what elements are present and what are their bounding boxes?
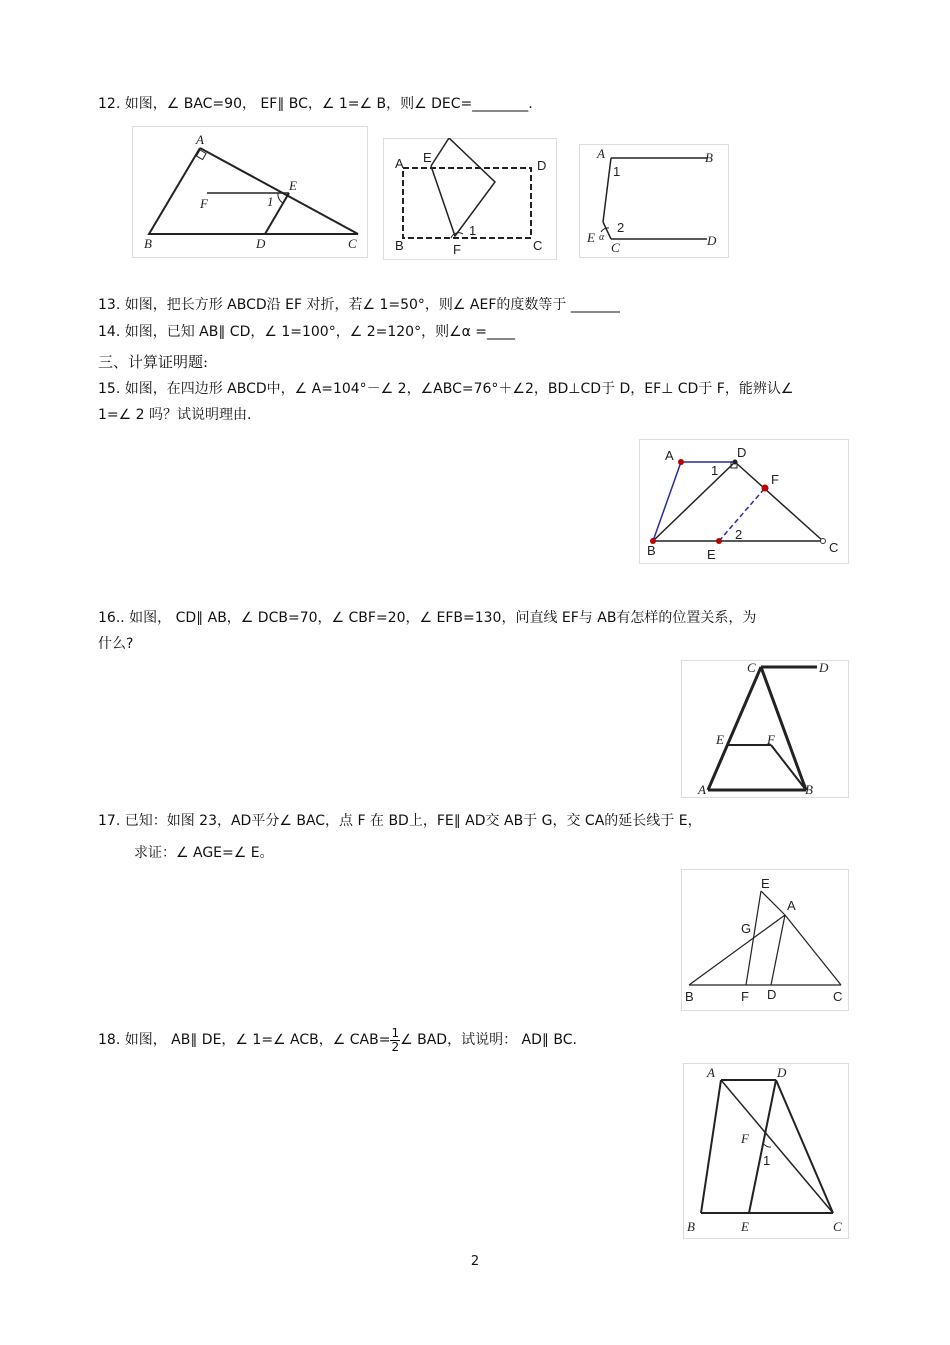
svg-text:B: B [705, 150, 713, 165]
svg-text:A: A [395, 156, 404, 171]
svg-text:A: A [707, 1065, 715, 1080]
figure-12 [132, 126, 368, 258]
svg-text:B: B [395, 238, 404, 253]
svg-text:D: D [819, 660, 829, 675]
svg-text:B: B [144, 236, 152, 251]
svg-text:E: E [289, 178, 297, 193]
page-number: 2 [470, 1254, 480, 1269]
question-15-line2: 1=∠ 2 吗？试说明理由. [98, 407, 252, 423]
figure-13 [383, 138, 557, 260]
svg-text:1: 1 [613, 164, 621, 179]
svg-text:B: B [687, 1219, 695, 1234]
svg-text:1: 1 [469, 223, 477, 238]
question-17-line1: 17. 已知：如图 23，AD平分∠ BAC，点 F 在 BD上，FE∥ AD交 AB于 G，交 CA的延长线于 E， [98, 813, 702, 829]
section-heading: 三、计算证明题: [98, 353, 209, 371]
figure-16 [681, 660, 849, 798]
question-17-line2: 求证：∠ AGE=∠ E。 [134, 845, 274, 861]
svg-text:C: C [833, 1219, 842, 1234]
svg-text:E: E [707, 547, 716, 562]
svg-text:B: B [805, 782, 813, 797]
question-18-pre: 18. 如图， AB∥ DE，∠ 1=∠ ACB，∠ CAB= [98, 1032, 391, 1048]
svg-text:F: F [771, 472, 779, 487]
svg-text:D: D [737, 445, 747, 460]
svg-text:E: E [716, 732, 724, 747]
svg-text:C: C [611, 240, 620, 255]
svg-text:D: D [767, 987, 777, 1002]
svg-text:A: A [665, 448, 674, 463]
svg-text:F: F [200, 196, 208, 211]
svg-text:E: E [741, 1219, 749, 1234]
figure-15 [639, 439, 849, 564]
svg-text:D: D [777, 1065, 787, 1080]
question-15-line1: 15. 如图，在四边形 ABCD中，∠ A=104°－∠ 2，∠ABC=76°＋∠2，BD⊥CD于 D，EF⊥ CD于 F，能辨认∠ [98, 381, 794, 397]
svg-text:D: D [707, 233, 717, 248]
svg-text:D: D [256, 236, 266, 251]
svg-text:F: F [453, 242, 461, 257]
svg-text:1: 1 [763, 1153, 771, 1168]
svg-text:A: A [698, 782, 706, 797]
fraction-one-half: $\frac{1}{2}$ [391, 1025, 400, 1054]
svg-text:C: C [833, 989, 843, 1004]
question-16-line1: 16.. 如图， CD∥ AB，∠ DCB=70，∠ CBF=20，∠ EFB=130，问直线 EF与 AB有怎样的位置关系，为 [98, 610, 757, 626]
question-16-line2: 什么? [98, 636, 134, 652]
svg-text:A: A [597, 146, 605, 161]
svg-text:A: A [787, 898, 796, 913]
svg-text:E: E [587, 230, 595, 245]
svg-text:B: B [647, 543, 656, 558]
svg-text:C: C [348, 236, 357, 251]
svg-text:2: 2 [735, 527, 743, 542]
svg-text:G: G [741, 921, 752, 936]
svg-text:1: 1 [711, 463, 719, 478]
figure-18 [683, 1063, 849, 1239]
question-18-post: ∠ BAD，试说明： AD∥ BC. [400, 1032, 577, 1048]
question-12-text: 12. 如图，∠ BAC=90， EF∥ BC，∠ 1=∠ B，则∠ DEC=________. [98, 96, 533, 112]
svg-text:F: F [741, 989, 749, 1004]
svg-text:C: C [829, 540, 839, 555]
svg-text:1: 1 [267, 194, 274, 209]
question-13-text: 13. 如图，把长方形 ABCD沿 EF 对折，若∠ 1=50°，则∠ AEF的度数等于 _______ [98, 297, 620, 313]
svg-text:A: A [196, 132, 204, 147]
svg-text:C: C [533, 238, 543, 253]
svg-text:α: α [599, 232, 605, 243]
figure-14 [579, 144, 729, 258]
question-18-text [98, 1025, 577, 1055]
svg-text:B: B [685, 989, 694, 1004]
svg-text:D: D [537, 158, 547, 173]
figure-17 [681, 869, 849, 1011]
svg-text:C: C [747, 660, 756, 675]
svg-text:2: 2 [617, 220, 625, 235]
svg-text:E: E [423, 150, 432, 165]
svg-text:F: F [741, 1131, 749, 1146]
svg-text:F: F [767, 732, 775, 747]
question-14-text: 14. 如图，已知 AB∥ CD，∠ 1=100°，∠ 2=120°，则∠α =____ [98, 324, 516, 340]
svg-text:E: E [761, 876, 770, 891]
